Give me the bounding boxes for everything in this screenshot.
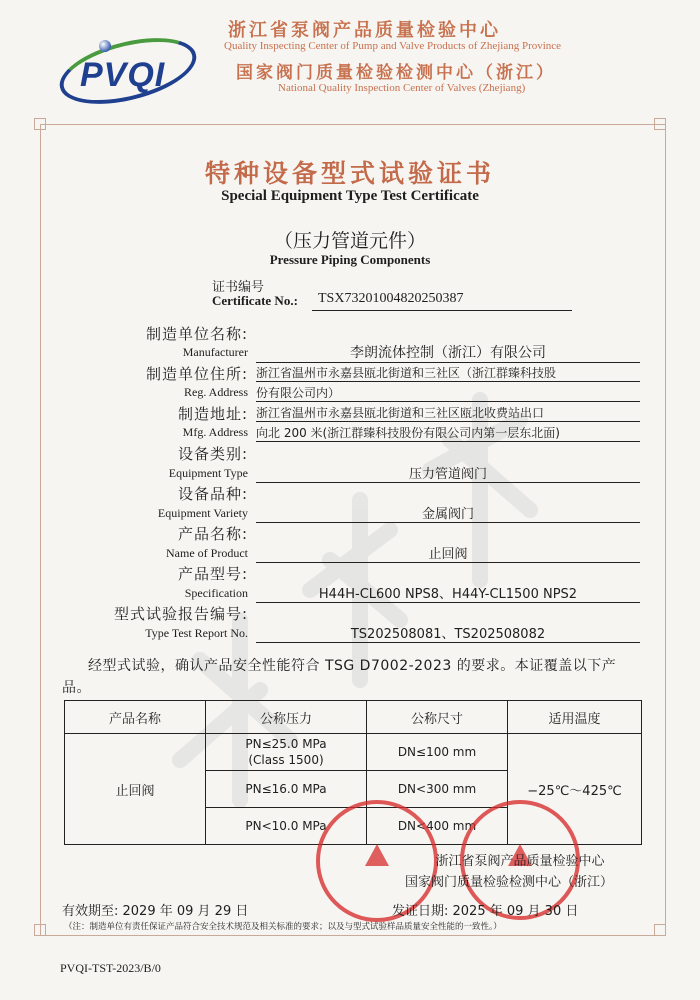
- certificate-title-cn: 特种设备型式试验证书: [204, 159, 495, 188]
- table-header-row: [65, 701, 642, 734]
- table-header: 产品名称: [65, 701, 206, 734]
- mfg-address-line1: 浙江省温州市永嘉县瓯北街道和三社区瓯北收费站出口: [256, 404, 640, 422]
- valid-until: 有效期至: 2029 年 09 月 29 日: [62, 904, 249, 919]
- manufacturer-label-en: Manufacturer: [182, 345, 248, 359]
- specification-label-en: Specification: [184, 586, 248, 600]
- temperature-cell: −25℃～425℃: [508, 734, 642, 845]
- border-corner: [654, 118, 666, 130]
- reg-address-line2: 份有限公司内）: [256, 384, 640, 402]
- specification-label-cn: 产品型号:: [177, 565, 248, 583]
- border-corner: [34, 924, 46, 936]
- certificate-no-value: TSX73201004820250387: [318, 291, 464, 306]
- table-header: 公称压力: [206, 701, 367, 734]
- center-name-cn: 国家阀门质量检验检测中心（浙江）: [236, 63, 556, 83]
- document-number: PVQI-TST-2023/B/0: [60, 961, 161, 975]
- certificate-no-label-cn: 证书编号: [212, 280, 265, 295]
- equipment-variety-label-en: Equipment Variety: [157, 506, 248, 520]
- size-cell: DN<300 mm: [367, 771, 508, 808]
- equipment-variety-value: 金属阀门: [256, 503, 640, 523]
- certificate-subtitle-cn: （压力管道元件）: [273, 230, 426, 252]
- equipment-type-label-cn: 设备类别:: [177, 445, 248, 463]
- pressure-cell: [206, 734, 367, 771]
- equipment-variety-label-cn: 设备品种:: [177, 485, 248, 503]
- reg-address-label-en: Reg. Address: [184, 385, 248, 399]
- issuer-name-2: 国家阀门质量检验检测中心（浙江）: [404, 875, 613, 890]
- pressure-cell: PN≤16.0 MPa: [206, 771, 367, 808]
- report-no-label-cn: 型式试验报告编号:: [113, 605, 248, 623]
- table-row: [65, 734, 642, 771]
- footer-note: （注：制造单位有责任保证产品符合安全技术规范及相关标准的要求；以及与型式试验样品质量安全性能的一致性。）: [64, 922, 502, 932]
- certificate-subtitle-en: Pressure Piping Components: [269, 252, 431, 267]
- certificate-no-label-en: Certificate No.:: [212, 293, 298, 308]
- equipment-type-label-en: Equipment Type: [168, 466, 248, 480]
- border-corner: [34, 118, 46, 130]
- certification-statement: 经型式试验，确认产品安全性能符合 TSG D7002-2023 的要求。本证覆盖以下产品。: [62, 658, 617, 696]
- product-name-label-en: Name of Product: [166, 546, 248, 560]
- pressure-value: PN≤25.0 MPa: [245, 737, 327, 751]
- specification-value: H44H-CL600 NPS8、H44Y-CL1500 NPS2: [256, 583, 640, 603]
- table-header: 适用温度: [508, 701, 642, 734]
- report-no-value: TS202508081、TS202508082: [256, 623, 640, 643]
- equipment-type-value: 压力管道阀门: [256, 463, 640, 483]
- reg-address-label-cn: 制造单位住所:: [145, 365, 248, 383]
- size-cell: DN≤100 mm: [367, 734, 508, 771]
- certificate-title-en: Special Equipment Type Test Certificate: [221, 188, 479, 204]
- pressure-cell: PN<10.0 MPa: [206, 808, 367, 845]
- product-cell: 止回阀: [65, 734, 206, 845]
- mfg-address-label-en: Mfg. Address: [182, 425, 248, 439]
- size-cell: DN<400 mm: [367, 808, 508, 845]
- product-name-label-cn: 产品名称:: [177, 525, 248, 543]
- pressure-class: (Class 1500): [248, 753, 324, 767]
- mfg-address-label-cn: 制造地址:: [177, 405, 248, 423]
- product-name-value: 止回阀: [256, 543, 640, 563]
- issue-date: 发证日期: 2025 年 09 月 30 日: [392, 904, 579, 919]
- table-header: 公称尺寸: [367, 701, 508, 734]
- report-no-label-en: Type Test Report No.: [145, 626, 248, 640]
- logo-text: PVQI: [80, 56, 166, 94]
- mfg-address-line2: 向北 200 米(浙江群臻科技股份有限公司内第一层东北面): [256, 424, 640, 442]
- org-name-cn: 浙江省泵阀产品质量检验中心: [228, 20, 501, 41]
- certificate-no-underline: [312, 310, 572, 311]
- reg-address-line1: 浙江省温州市永嘉县瓯北街道和三社区（浙江群臻科技股: [256, 364, 640, 382]
- logo-globe-icon: [99, 40, 111, 52]
- center-name-en: National Quality Inspection Center of Valves (Zhejiang): [278, 82, 526, 94]
- border-corner: [654, 924, 666, 936]
- manufacturer-value: 李朗流体控制（浙江）有限公司: [256, 342, 640, 363]
- manufacturer-label-cn: 制造单位名称:: [145, 325, 248, 343]
- org-name-en: Quality Inspecting Center of Pump and Valve Products of Zhejiang Province: [224, 40, 562, 52]
- issuer-name: 浙江省泵阀产品质量检验中心: [435, 854, 605, 869]
